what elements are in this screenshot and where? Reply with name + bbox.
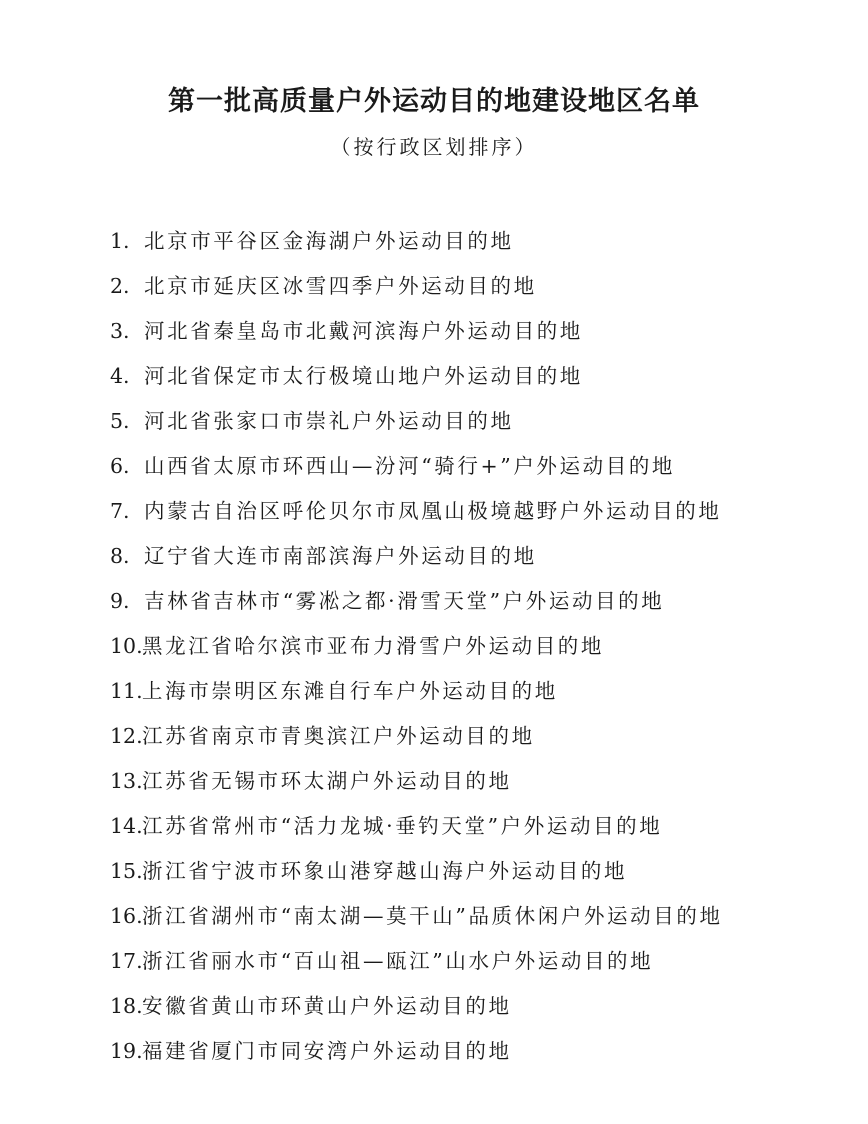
list-item: [110, 759, 850, 804]
item-number: 1.: [110, 229, 130, 253]
item-text: 内蒙古自治区呼伦贝尔市凤凰山极境越野户外运动目的地: [144, 499, 722, 523]
item-text: 北京市平谷区金海湖户外运动目的地: [144, 229, 514, 253]
item-number: 4.: [110, 364, 130, 388]
item-text: 吉林省吉林市“雾凇之都·滑雪天堂”户外运动目的地: [144, 589, 665, 613]
item-number: 13.: [110, 769, 143, 793]
item-text: 山西省太原市环西山—汾河“骑行+”户外运动目的地: [144, 454, 676, 478]
list-item: [110, 894, 850, 939]
item-number: 14.: [110, 814, 143, 838]
item-number: 2.: [110, 274, 130, 298]
list-item: [110, 984, 850, 1029]
list-item: [110, 354, 850, 399]
item-text: 江苏省无锡市环太湖户外运动目的地: [142, 769, 512, 793]
item-text: 浙江省宁波市环象山港穿越山海户外运动目的地: [142, 859, 628, 883]
document-subtitle: （按行政区划排序）: [330, 135, 538, 159]
item-text: 上海市崇明区东滩自行车户外运动目的地: [142, 679, 558, 703]
list-item: [110, 669, 850, 714]
item-number: 11.: [110, 679, 143, 703]
list-item: [110, 264, 850, 309]
item-text: 河北省秦皇岛市北戴河滨海户外运动目的地: [144, 319, 583, 343]
item-number: 9.: [110, 589, 130, 613]
destination-list: [110, 219, 850, 1074]
item-text: 江苏省常州市“活力龙城·垂钓天堂”户外运动目的地: [142, 814, 663, 838]
item-number: 17.: [110, 949, 143, 973]
list-item: [110, 849, 850, 894]
item-text: 河北省张家口市崇礼户外运动目的地: [144, 409, 514, 433]
list-item: [110, 309, 850, 354]
item-text: 河北省保定市太行极境山地户外运动目的地: [144, 364, 583, 388]
item-number: 6.: [110, 454, 130, 478]
item-number: 8.: [110, 544, 130, 568]
list-item: [110, 219, 850, 264]
item-number: 15.: [110, 859, 143, 883]
list-item: [110, 1029, 850, 1074]
item-text: 江苏省南京市青奥滨江户外运动目的地: [142, 724, 535, 748]
item-number: 7.: [110, 499, 130, 523]
item-number: 10.: [110, 634, 143, 658]
item-text: 黑龙江省哈尔滨市亚布力滑雪户外运动目的地: [142, 634, 604, 658]
item-number: 3.: [110, 319, 130, 343]
item-number: 16.: [110, 904, 143, 928]
item-number: 5.: [110, 409, 130, 433]
list-item: [110, 444, 850, 489]
document-title: 第一批高质量户外运动目的地建设地区名单: [168, 86, 700, 117]
item-text: 浙江省丽水市“百山祖—瓯江”山水户外运动目的地: [142, 949, 654, 973]
list-item: [110, 804, 850, 849]
list-item: [110, 579, 850, 624]
list-item: [110, 399, 850, 444]
list-item: [110, 489, 850, 534]
item-text: 北京市延庆区冰雪四季户外运动目的地: [144, 274, 537, 298]
item-text: 福建省厦门市同安湾户外运动目的地: [142, 1039, 512, 1063]
item-text: 浙江省湖州市“南太湖—莫干山”品质休闲户外运动目的地: [142, 904, 723, 928]
list-item: [110, 534, 850, 579]
item-text: 辽宁省大连市南部滨海户外运动目的地: [144, 544, 537, 568]
item-text: 安徽省黄山市环黄山户外运动目的地: [142, 994, 512, 1018]
item-number: 19.: [110, 1039, 143, 1063]
item-number: 12.: [110, 724, 143, 748]
list-item: [110, 714, 850, 759]
list-item: [110, 939, 850, 984]
item-number: 18.: [110, 994, 143, 1018]
list-item: [110, 624, 850, 669]
